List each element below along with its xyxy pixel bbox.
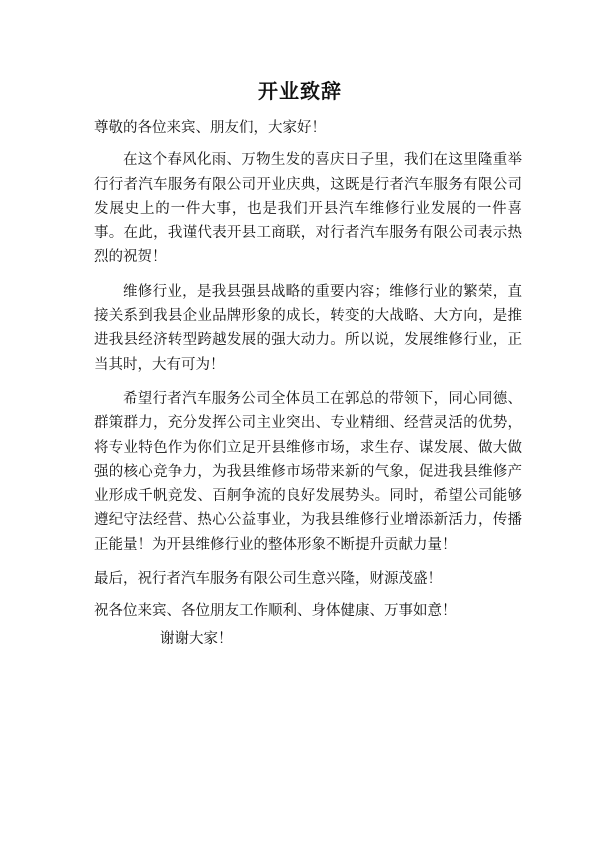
closing-wish-company: 最后，祝行者汽车服务有限公司生意兴隆，财源茂盛！ xyxy=(94,571,442,588)
paragraph-hopes: 希望行者汽车服务公司全体员工在郭总的带领下，同心同德、群策群力，充分发挥公司主业突出、专业精细、经营灵活的优势，将专业特色作为你们立足开县维修市场，求生存、谋发展、做大做强的核心竞争力，为我县维修市场带来新的气象，促进我县维修产业形成千帆竞发、百舸争流的良好发展势头。同时，希望公司能够遵纪守法经营、热心公益事业，为我县维修行业增添新活力，传播正能量！为开县维修行业的整体形象不断提升贡献力量！ xyxy=(94,390,522,553)
paragraph-industry: 维修行业，是我县强县战略的重要内容；维修行业的繁荣，直接关系到我县企业品牌形象的成长，转变的大战略、大方向，是推进我县经济转型跨越发展的强大动力。所以说，发展维修行业，正当其时，大有可为！ xyxy=(94,283,522,373)
thanks-line: 谢谢大家！ xyxy=(160,631,233,647)
page-title: 开业致辞 xyxy=(258,79,342,103)
greeting-line: 尊敬的各位来宾、朋友们，大家好！ xyxy=(94,120,326,136)
closing-wish-guests: 祝各位来宾、各位朋友工作顺利、身体健康、万事如意！ xyxy=(94,603,457,620)
speech-body xyxy=(94,116,522,632)
paragraph-opening: 在这个春风化雨、万物生发的喜庆日子里，我们在这里隆重举行行者汽车服务有限公司开业庆典，这既是行者汽车服务有限公司发展史上的一件大事，也是我们开县汽车维修行业发展的一件喜事。在此，我谨代表开县工商联，对行者汽车服务有限公司表示热烈的祝贺！ xyxy=(94,152,522,266)
